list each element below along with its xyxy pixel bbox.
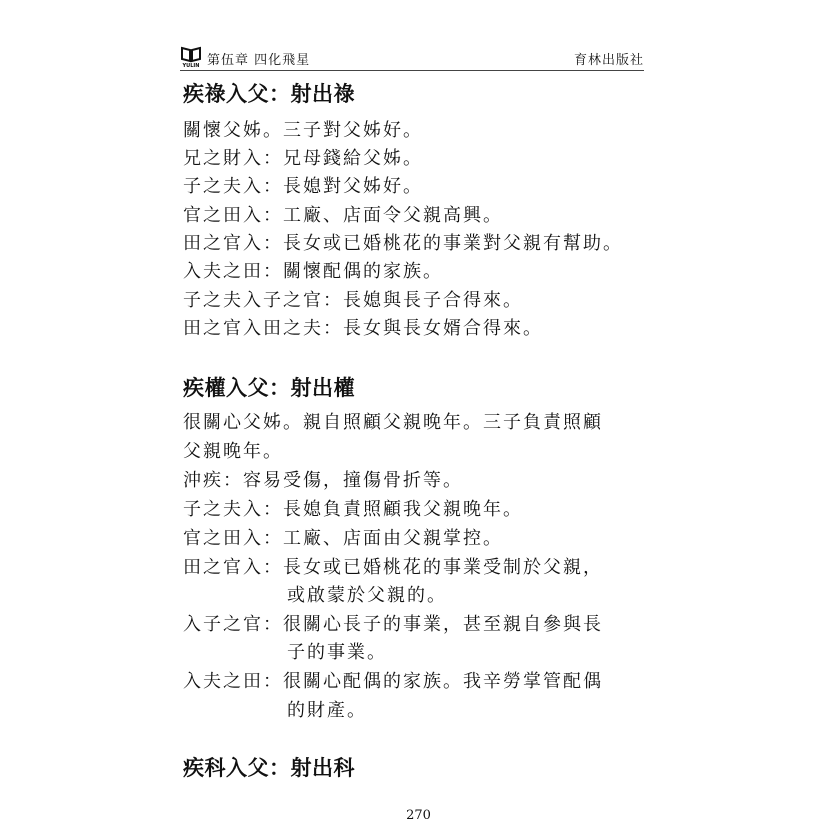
text-line: 兄之財入：兄母錢給父姊。 [183,148,423,169]
text-line: 很關心父姊。親自照顧父親晚年。三子負責照顧 [183,412,603,433]
text-line: 子之夫入：長媳對父姊好。 [183,176,423,197]
text-line: 沖疾：容易受傷，撞傷骨折等。 [183,470,463,491]
text-line: 官之田入：工廠、店面由父親掌控。 [183,528,503,549]
section-title-quan: 疾權入父：射出權 [183,376,355,400]
text-line: 入夫之田：很關心配偶的家族。我辛勞掌管配偶 [183,671,603,692]
publisher-name: 育林出版社 [573,53,644,68]
section-title-ke: 疾科入父：射出科 [183,756,355,780]
text-line-continued: 或啟蒙於父親的。 [287,585,447,606]
chapter-title: 第伍章 四化飛星 [207,53,311,68]
text-line: 官之田入：工廠、店面令父親高興。 [183,205,503,226]
svg-text:YULIN: YULIN [182,63,200,68]
text-line: 父親晚年。 [183,441,283,462]
text-line: 田之官入：長女或已婚桃花的事業受制於父親， [183,557,603,578]
text-line: 入夫之田：關懷配偶的家族。 [183,261,443,282]
section-title-lu: 疾祿入父：射出祿 [183,82,355,106]
text-line: 子之夫入子之官：長媳與長子合得來。 [183,290,523,311]
text-line: 田之官入田之夫：長女與長女婿合得來。 [183,318,543,339]
text-line: 入子之官：很關心長子的事業，甚至親自參與長 [183,614,603,635]
text-line: 子之夫入：長媳負責照顧我父親晚年。 [183,499,523,520]
text-line: 田之官入：長女或已婚桃花的事業對父親有幫助。 [183,233,623,254]
text-line-continued: 子的事業。 [287,642,387,663]
book-logo-icon [180,46,202,68]
text-line-continued: 的財產。 [287,700,367,721]
page-number: 270 [406,808,431,823]
publisher-logo [180,46,202,68]
running-header [180,46,644,71]
text-line: 關懷父姊。三子對父姊好。 [183,120,423,141]
